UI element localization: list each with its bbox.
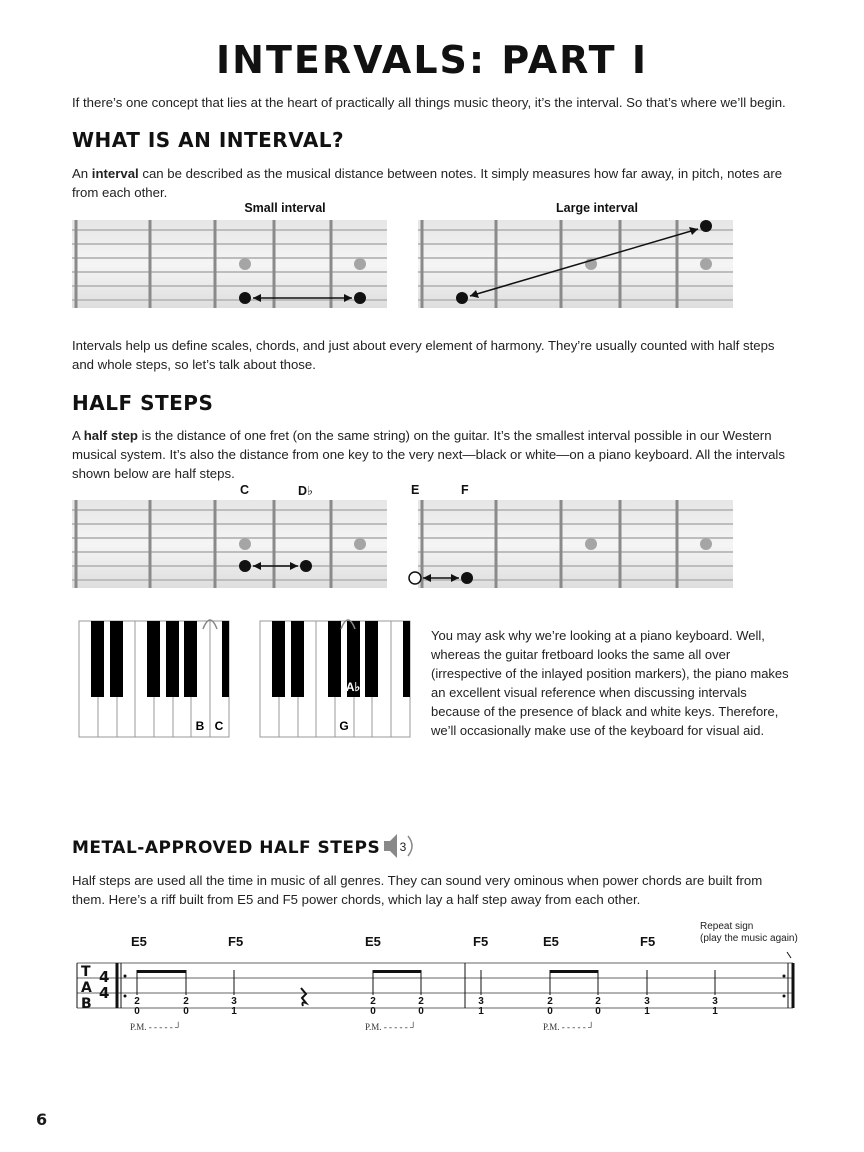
piano-label-b: B	[195, 719, 205, 733]
chord-label-e5-3: E5	[543, 934, 559, 949]
tab-fret: 0	[134, 1006, 140, 1017]
tab-fret: 0	[418, 1006, 424, 1017]
interval-term: interval	[91, 166, 139, 181]
tab-fret: 1	[231, 1006, 237, 1017]
chord-label-e5-1: E5	[131, 934, 147, 949]
tab-fret: 3	[644, 996, 650, 1007]
note-label-e: E	[411, 483, 420, 497]
half-step-term: half step	[83, 428, 138, 443]
tab-clef-b: B	[81, 996, 92, 1012]
piano-label-g: G	[339, 719, 349, 733]
tab-fret: 0	[547, 1006, 553, 1017]
intro-paragraph: If there’s one concept that lies at the heart of practically all things music theory, it’s the interval. So that’s where we’ll begin.	[72, 95, 786, 110]
note-label-c: C	[240, 483, 250, 497]
tab-clef-a: A	[81, 980, 92, 996]
tab-fret: 2	[183, 996, 189, 1007]
large-interval-caption: Large interval	[556, 201, 638, 215]
fretboard-c-to-d-flat	[72, 500, 387, 590]
interval-definition: An interval can be described as the musical distance between notes. It simply measures how far away, in pitch, notes are from each other.	[72, 166, 783, 200]
fretboard-large-interval	[418, 220, 733, 310]
tab-fret: 2	[134, 996, 140, 1007]
tab-fret: 3	[231, 996, 237, 1007]
tab-fret: 3	[478, 996, 484, 1007]
tab-fret: 0	[370, 1006, 376, 1017]
piano-label-c: C	[214, 719, 224, 733]
small-interval-caption: Small interval	[244, 201, 326, 215]
fretboard-e-to-f	[418, 500, 733, 590]
piano-keyboard-b-to-c	[79, 613, 229, 739]
audio-track-number: 3	[399, 840, 407, 854]
palm-mute-label-3: P.M. - - - - - ┘	[543, 1022, 595, 1032]
piano-keyboard-g-to-a-flat	[260, 613, 410, 739]
tab-fret: 3	[712, 996, 718, 1007]
note-label-f: F	[461, 483, 469, 497]
tab-fret: 2	[370, 996, 376, 1007]
chord-label-f5-1: F5	[228, 934, 244, 949]
page-title: INTERVALS: PART I	[216, 38, 648, 82]
fretboard-small-interval	[72, 220, 387, 310]
palm-mute-label-1: P.M. - - - - - ┘	[130, 1022, 182, 1032]
section-heading-half-steps: HALF STEPS	[72, 391, 214, 415]
piano-label-a-flat: A♭	[345, 680, 361, 694]
chord-label-e5-2: E5	[365, 934, 381, 949]
repeat-note-line-2: (play the music again)	[700, 933, 798, 944]
metal-paragraph: Half steps are used all the time in music of all genres. They can sound very ominous when power chords are built from them. Here’s a riff built from E5 and F5 power chords, which lay a half step away from each other.	[72, 873, 763, 907]
tab-fret: 0	[595, 1006, 601, 1017]
tab-fret: 1	[644, 1006, 650, 1017]
note-label-d-flat: D♭	[298, 484, 313, 498]
tab-fret: 1	[712, 1006, 718, 1017]
time-sig-bottom: 4	[99, 984, 110, 1002]
half-step-definition: A half step is the distance of one fret (on the same string) on the guitar. It’s the smallest interval possible in our Western musical system. It’s also the distance from one key to the very next—black or white—on a piano keyboard. All the intervals shown below are half steps.	[72, 428, 785, 481]
tab-fret: 1	[478, 1006, 484, 1017]
palm-mute-label-2: P.M. - - - - - ┘	[365, 1022, 417, 1032]
piano-explanation: You may ask why we’re looking at a piano keyboard. Well, whereas the guitar fretboard looks the same all over (irrespective of the inlayed position markers), the piano makes an excellent visual reference when discussing intervals because of the presence of black and white keys. Therefore, we’ll occasionally make use of the keyboard for visual aid.	[431, 628, 789, 738]
time-sig-top: 4	[99, 968, 110, 986]
tab-fret: 2	[547, 996, 553, 1007]
repeat-note-line-1: Repeat sign	[700, 921, 754, 932]
tab-fret: 0	[183, 1006, 189, 1017]
tab-fret: 2	[418, 996, 424, 1007]
page-number: 6	[36, 1110, 48, 1129]
section-heading-interval: WHAT IS AN INTERVAL?	[72, 128, 345, 152]
chord-label-f5-3: F5	[640, 934, 656, 949]
speaker-icon[interactable]	[382, 831, 418, 861]
tab-clef-t: T	[81, 964, 91, 980]
tab-fret: 2	[595, 996, 601, 1007]
chord-label-f5-2: F5	[473, 934, 489, 949]
quarter-rest	[301, 988, 306, 1006]
intervals-usage-paragraph: Intervals help us define scales, chords, and just about every element of harmony. They’re usually counted with half steps and whole steps, so let’s talk about those.	[72, 338, 775, 372]
tab-staff	[75, 930, 805, 1040]
section-heading-metal-half-steps: METAL-APPROVED HALF STEPS	[72, 838, 381, 858]
